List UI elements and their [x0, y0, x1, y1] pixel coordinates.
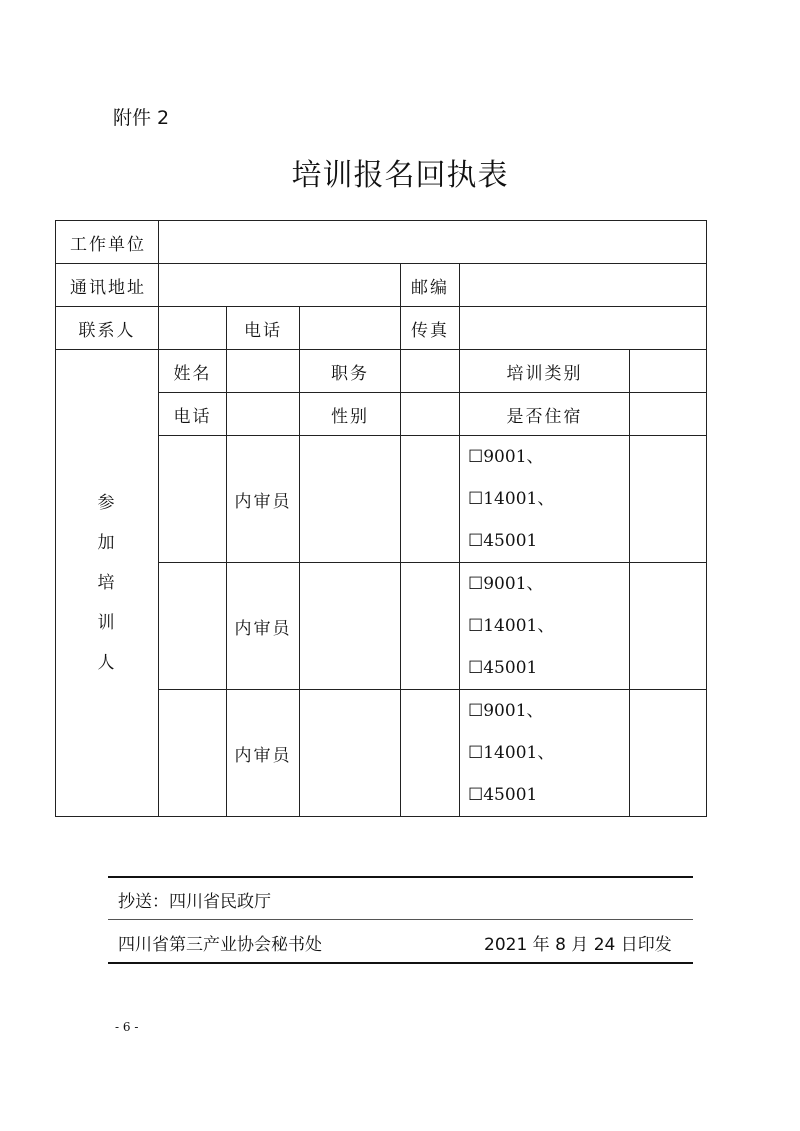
participant-role: 内审员 [227, 563, 300, 690]
phone2-field[interactable] [227, 393, 300, 436]
contact-field[interactable] [159, 307, 227, 350]
gender-label: 性别 [300, 393, 401, 436]
phone2-label: 电话 [159, 393, 227, 436]
participants-char: 加 [97, 533, 117, 553]
participants-char: 训 [97, 613, 117, 633]
lodging-field[interactable] [630, 393, 707, 436]
page-title: 培训报名回执表 [291, 158, 509, 193]
training-type-field[interactable] [630, 350, 707, 393]
phone-field[interactable] [300, 307, 401, 350]
lodging-label: 是否住宿 [460, 393, 630, 436]
address-label: 通讯地址 [56, 264, 159, 307]
participant-cell[interactable] [401, 436, 460, 563]
postcode-field[interactable] [460, 264, 707, 307]
training-type-label: 培训类别 [460, 350, 630, 393]
table-row [56, 221, 707, 264]
name-label: 姓名 [159, 350, 227, 393]
options-line: ☐45001 [468, 531, 538, 551]
participant-cell[interactable] [300, 690, 401, 817]
participant-cell[interactable] [300, 563, 401, 690]
participant-cell[interactable] [300, 436, 401, 563]
position-field[interactable] [401, 350, 460, 393]
participants-char: 培 [97, 573, 117, 593]
fax-field[interactable] [460, 307, 707, 350]
training-options[interactable] [460, 563, 630, 690]
phone-label: 电话 [227, 307, 300, 350]
participant-name-cell[interactable] [159, 436, 227, 563]
participant-role: 内审员 [227, 436, 300, 563]
work-unit-field[interactable] [159, 221, 707, 264]
gender-field[interactable] [401, 393, 460, 436]
participant-cell[interactable] [630, 563, 707, 690]
options-line: ☐9001、☐14001、 [468, 701, 555, 763]
position-label: 职务 [300, 350, 401, 393]
options-line: ☐9001、☐14001、 [468, 447, 555, 509]
contact-label: 联系人 [56, 307, 159, 350]
participants-char: 参 [97, 493, 117, 513]
participant-role: 内审员 [227, 690, 300, 817]
options-line: ☐45001 [468, 658, 538, 678]
table-row [56, 264, 707, 307]
participant-cell[interactable] [630, 690, 707, 817]
registration-form-table [55, 220, 707, 817]
cc-line: 抄送：四川省民政厅 [118, 892, 271, 912]
footer-rule-top [108, 876, 693, 878]
issue-date: 2021 年 8 月 24 日印发 [484, 935, 672, 955]
table-row [56, 350, 707, 393]
participants-char: 人 [97, 653, 117, 673]
work-unit-label: 工作单位 [56, 221, 159, 264]
participant-cell[interactable] [401, 563, 460, 690]
options-line: ☐45001 [468, 785, 538, 805]
issuer-line: 四川省第三产业协会秘书处 [118, 935, 322, 955]
footer-rule-bottom [108, 962, 693, 964]
participant-name-cell[interactable] [159, 690, 227, 817]
options-line: ☐9001、☐14001、 [468, 574, 555, 636]
table-row [56, 307, 707, 350]
fax-label: 传真 [401, 307, 460, 350]
name-field[interactable] [227, 350, 300, 393]
participants-label [56, 350, 159, 817]
training-options[interactable] [460, 690, 630, 817]
footer-rule-middle [108, 919, 693, 920]
training-options[interactable] [460, 436, 630, 563]
participant-cell[interactable] [630, 436, 707, 563]
attachment-label: 附件 2 [113, 107, 170, 129]
participant-cell[interactable] [401, 690, 460, 817]
page-number: - 6 - [115, 1020, 139, 1034]
address-field[interactable] [159, 264, 401, 307]
participant-name-cell[interactable] [159, 563, 227, 690]
postcode-label: 邮编 [401, 264, 460, 307]
